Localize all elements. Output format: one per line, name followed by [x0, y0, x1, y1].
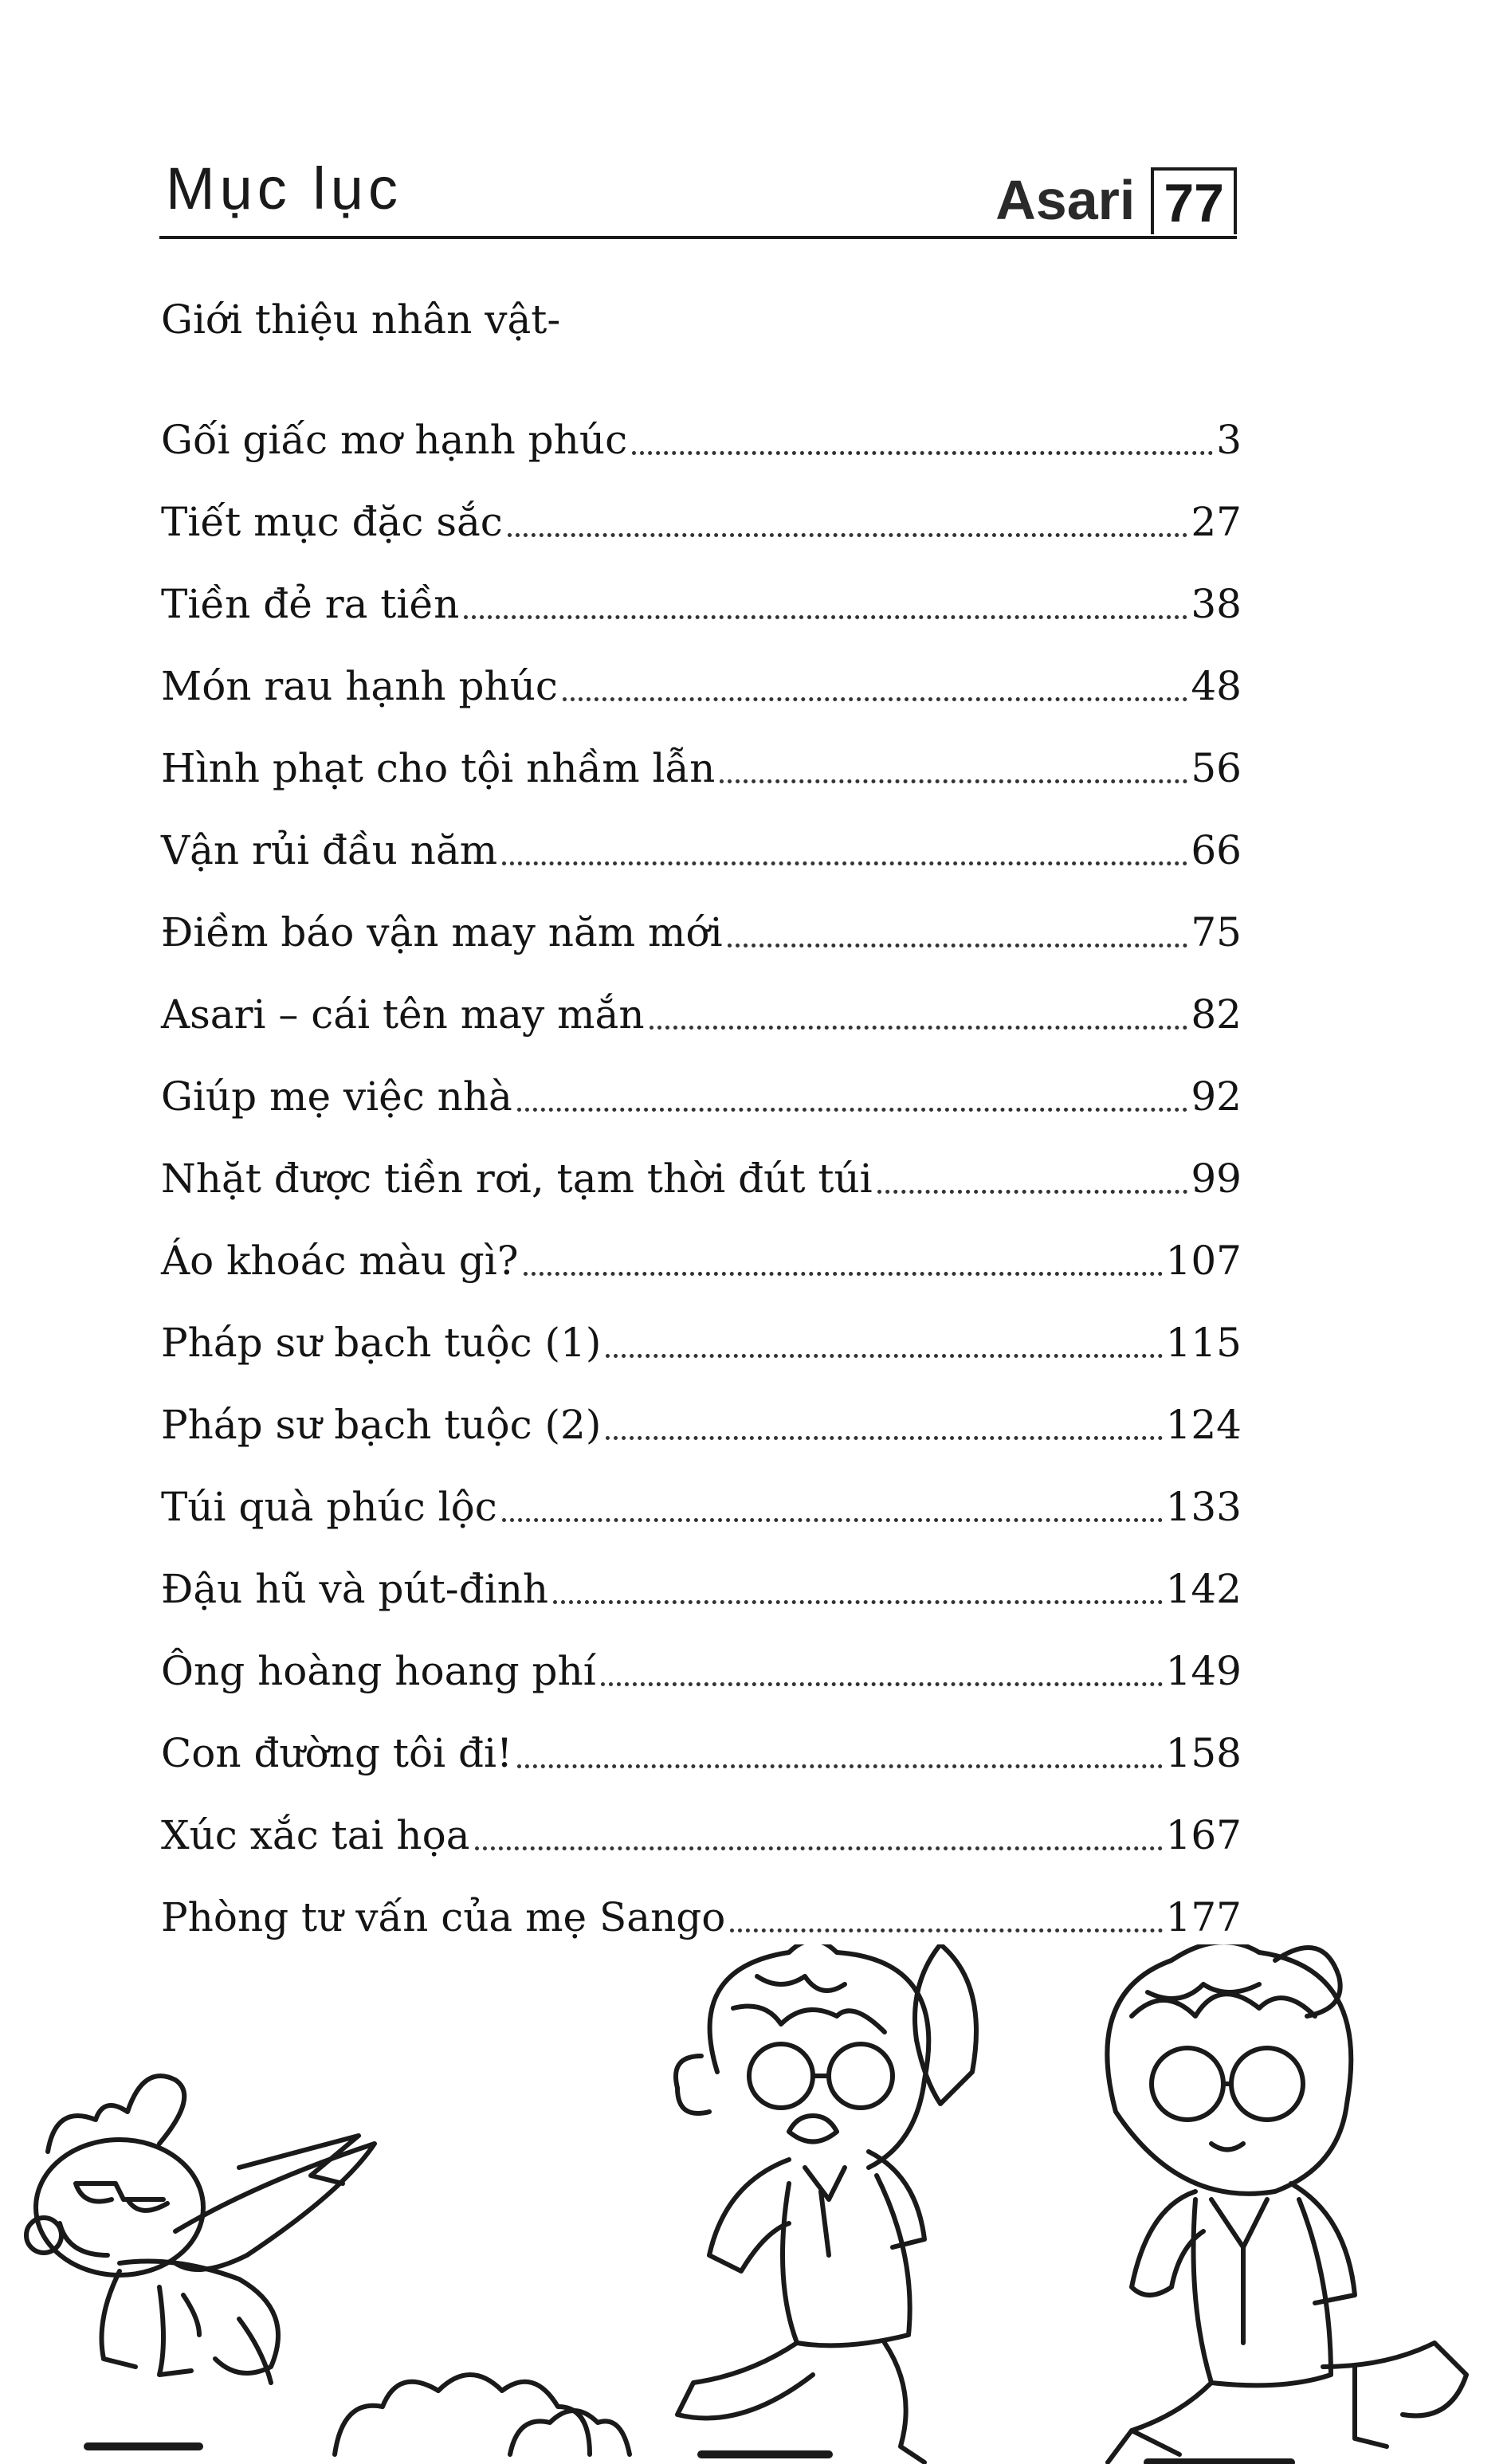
toc-entry-page: 3 — [1216, 417, 1242, 463]
toc-dot-leader — [517, 1764, 1163, 1768]
toc-entry — [161, 1527, 1242, 1612]
toc-dot-leader — [606, 1354, 1162, 1358]
toc-entry-page: 56 — [1191, 745, 1242, 791]
toc-intro: Giới thiệu nhân vật- — [161, 296, 561, 343]
toc-entry-page: 142 — [1165, 1566, 1242, 1612]
toc-entry-title: Món rau hạnh phúc — [161, 663, 558, 709]
toc-dot-leader — [877, 1190, 1188, 1194]
toc-entry — [161, 1199, 1242, 1284]
toc-entry — [161, 870, 1242, 955]
running-girl-icon — [676, 1944, 976, 2462]
page-header — [159, 151, 1237, 241]
toc-entry — [161, 1855, 1242, 1940]
toc-entry-title: Túi quà phúc lộc — [161, 1484, 497, 1530]
toc-entry — [161, 1281, 1242, 1366]
toc-entry-title: Phòng tư vấn của mẹ Sango — [161, 1894, 726, 1940]
series-info — [995, 151, 1237, 234]
toc-entry-title: Asari – cái tên may mắn — [161, 991, 645, 1038]
toc-entry — [161, 706, 1242, 791]
toc-dot-leader — [464, 615, 1187, 619]
toc-entry-page: 158 — [1165, 1730, 1242, 1776]
toc-entry-page: 38 — [1191, 581, 1242, 627]
toc-entry-title: Con đường tôi đi! — [161, 1730, 513, 1776]
toc-entry — [161, 1034, 1242, 1120]
toc-dot-leader — [475, 1846, 1163, 1850]
toc-dot-leader — [524, 1272, 1163, 1276]
toc-entry-page: 27 — [1191, 499, 1242, 545]
toc-entry-page: 48 — [1191, 663, 1242, 709]
toc-entry-title: Xúc xắc tai họa — [161, 1812, 470, 1858]
toc-entry-title: Đậu hũ và pút-đinh — [161, 1566, 549, 1612]
toc-dot-leader — [502, 1518, 1163, 1522]
toc-entry-title: Nhặt được tiền rơi, tạm thời đút túi — [161, 1155, 873, 1202]
page-title: Mục lục — [166, 155, 402, 222]
running-boy-with-glasses-icon — [1107, 1944, 1466, 2462]
toc-entry — [161, 1363, 1242, 1448]
toc-entry-title: Áo khoác màu gì? — [161, 1238, 519, 1284]
toc-entry — [161, 542, 1242, 627]
dog-with-cape-icon — [26, 2076, 375, 2383]
toc-entry-title: Điềm báo vận may năm mới — [161, 909, 723, 955]
toc-dot-leader — [720, 779, 1187, 783]
toc-entry-page: 75 — [1191, 909, 1242, 955]
toc-dot-leader — [502, 861, 1187, 865]
toc-entry-title: Vận rủi đầu năm — [161, 827, 498, 873]
toc-entry — [161, 1116, 1242, 1202]
toc-entry-page: 115 — [1165, 1320, 1242, 1366]
toc-entry-page: 149 — [1165, 1648, 1242, 1694]
toc-entry-title: Gối giấc mơ hạnh phúc — [161, 417, 628, 463]
header-divider — [159, 236, 1237, 239]
toc-entry-title: Pháp sư bạch tuộc (1) — [161, 1320, 602, 1366]
toc-entry-page: 99 — [1191, 1155, 1242, 1202]
toc-entry-title: Tiết mục đặc sắc — [161, 499, 503, 545]
toc-dot-leader — [606, 1436, 1162, 1440]
toc-entry — [161, 1773, 1242, 1858]
toc-dot-leader — [508, 533, 1188, 537]
toc-dot-leader — [553, 1600, 1162, 1604]
toc-dot-leader — [650, 1026, 1188, 1030]
cloud-icon — [510, 2411, 630, 2454]
toc-entry-page: 107 — [1165, 1238, 1242, 1284]
toc-dot-leader — [632, 451, 1213, 455]
toc-entry — [161, 378, 1242, 463]
toc-entry-page: 124 — [1165, 1402, 1242, 1448]
toc-entry-page: 167 — [1165, 1812, 1242, 1858]
toc-dot-leader — [563, 697, 1187, 701]
toc-entry-title: Hình phạt cho tội nhầm lẫn — [161, 745, 716, 791]
toc-dot-leader — [728, 944, 1188, 948]
toc-entry-page: 133 — [1165, 1484, 1242, 1530]
toc-entry-title: Giúp mẹ việc nhà — [161, 1073, 512, 1120]
toc-dot-leader — [730, 1928, 1162, 1932]
toc-entry-title: Pháp sư bạch tuộc (2) — [161, 1402, 602, 1448]
toc-entry — [161, 624, 1242, 709]
toc-entry-page: 82 — [1191, 991, 1242, 1038]
series-name: Asari — [995, 169, 1136, 231]
toc-dot-leader — [517, 1108, 1188, 1112]
toc-entry — [161, 1609, 1242, 1694]
volume-number: 77 — [1151, 167, 1237, 234]
toc-entry-page: 66 — [1191, 827, 1242, 873]
toc-entry — [161, 952, 1242, 1038]
toc-entry-title: Ông hoàng hoang phí — [161, 1648, 596, 1694]
cloud-icon — [335, 2375, 590, 2454]
toc-entry — [161, 460, 1242, 545]
toc-entry-page: 92 — [1191, 1073, 1242, 1120]
toc-entry-title: Tiền đẻ ra tiền — [161, 581, 460, 627]
toc-entry — [161, 788, 1242, 873]
toc-entry-page: 177 — [1165, 1894, 1242, 1940]
toc-entry — [161, 1691, 1242, 1776]
toc-dot-leader — [601, 1682, 1163, 1686]
running-characters-illustration — [0, 1944, 1511, 2464]
toc-list — [161, 378, 1242, 1940]
toc-entry — [161, 1445, 1242, 1530]
